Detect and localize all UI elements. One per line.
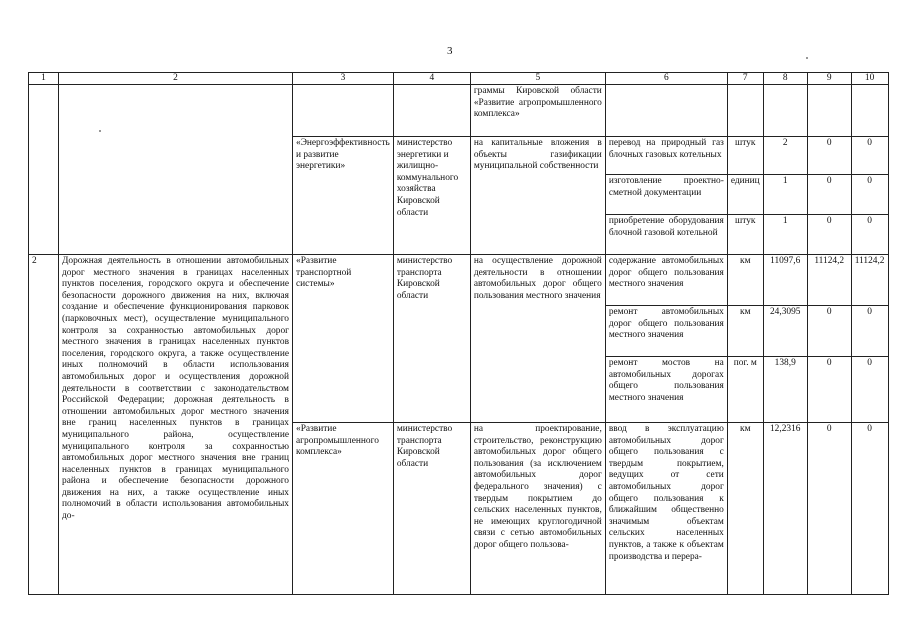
cell-indicator: содержание автомобильных дорог общего пользования местного значения <box>605 255 727 306</box>
cell-indicator: перевод на природный газ блочных газовых котельных <box>605 137 727 175</box>
cell-value: 0 <box>807 306 851 357</box>
cell-indicator: приобретение оборудования блочной газовой котельной <box>605 215 727 255</box>
col-header: 4 <box>393 73 470 85</box>
cell-value: 0 <box>851 306 888 357</box>
cell-indicator: изготовление проектно-сметной документации <box>605 175 727 215</box>
cell-ministry: министерство энергетики и жилищно-коммунального хозяйства Кировской области <box>393 137 470 255</box>
cell-value: 0 <box>807 175 851 215</box>
cell-empty <box>851 85 888 137</box>
cell-direction: на проектирование, строительство, реконструкцию автомобильных дорог общего пользования (за исключением автомобильных дорог федерального значения) с твердым покрытием до сельских населенных пунктов, не имеющих круглогодичной связи с сетью автомобильных дорог общего пользова- <box>470 423 605 595</box>
cell-number: 2 <box>29 255 59 595</box>
cell-direction: на капитальные вложения в объекты газификации муниципальной собственности <box>470 137 605 255</box>
cell-empty <box>393 85 470 137</box>
cell-value: 0 <box>851 215 888 255</box>
cell-direction: на осуществление дорожной деятельности в отношении автомобильных дорог общего пользования местного значения <box>470 255 605 423</box>
cell-unit: штук <box>727 215 763 255</box>
cell-empty <box>807 85 851 137</box>
header-row <box>29 73 889 85</box>
cell-ministry: министерство транспорта Кировской области <box>393 423 470 595</box>
cell-value: 11097,6 <box>763 255 807 306</box>
page-number: 3 <box>447 45 453 57</box>
cell-ministry: министерство транспорта Кировской области <box>393 255 470 423</box>
cell-direction: граммы Кировской области «Развитие агропромышленного комплекса» <box>470 85 605 137</box>
cell-empty <box>29 85 59 255</box>
cell-program: «Развитие агропромышленного комплекса» <box>293 423 394 595</box>
cell-unit: пог. м <box>727 357 763 423</box>
cell-indicator: ремонт автомобильных дорог общего пользования местного значения <box>605 306 727 357</box>
cell-value: 11124,2 <box>807 255 851 306</box>
col-header: 8 <box>763 73 807 85</box>
cell-empty <box>727 85 763 137</box>
cell-indicator: ремонт мостов на автомобильных дорогах общего пользования местного значения <box>605 357 727 423</box>
cell-value: 138,9 <box>763 357 807 423</box>
table-row <box>29 85 889 137</box>
cell-empty <box>763 85 807 137</box>
col-header: 1 <box>29 73 59 85</box>
cell-value: 1 <box>763 215 807 255</box>
cell-value: 0 <box>851 423 888 595</box>
cell-value: 0 <box>807 215 851 255</box>
cell-value: 0 <box>807 137 851 175</box>
cell-empty <box>59 85 293 255</box>
scan-speck <box>99 130 101 132</box>
scan-speck <box>806 57 808 59</box>
cell-unit: км <box>727 306 763 357</box>
col-header: 9 <box>807 73 851 85</box>
cell-unit: единиц <box>727 175 763 215</box>
cell-program: «Развитие транспортной системы» <box>293 255 394 423</box>
cell-program: «Энергоэффективность и развитие энергетики» <box>293 137 394 255</box>
cell-value: 0 <box>851 357 888 423</box>
col-header: 10 <box>851 73 888 85</box>
col-header: 2 <box>59 73 293 85</box>
cell-value: 0 <box>851 175 888 215</box>
cell-empty <box>605 85 727 137</box>
cell-value: 1 <box>763 175 807 215</box>
cell-value: 0 <box>851 137 888 175</box>
cell-value: 24,3095 <box>763 306 807 357</box>
col-header: 5 <box>470 73 605 85</box>
cell-indicator: ввод в эксплуатацию автомобильных дорог общего пользования с твердым покрытием, ведущих от сети автомобильных дорог общего пользования к ближайшим общественно значимым объектам сельских населенных пунктов, а также к объектам производства и перера- <box>605 423 727 595</box>
cell-value: 2 <box>763 137 807 175</box>
col-header: 6 <box>605 73 727 85</box>
cell-value: 0 <box>807 357 851 423</box>
cell-value: 11124,2 <box>851 255 888 306</box>
cell-empty <box>293 85 394 137</box>
cell-unit: км <box>727 423 763 595</box>
cell-unit: км <box>727 255 763 306</box>
data-table <box>28 72 889 595</box>
cell-value: 12,2316 <box>763 423 807 595</box>
cell-unit: штук <box>727 137 763 175</box>
col-header: 3 <box>293 73 394 85</box>
col-header: 7 <box>727 73 763 85</box>
cell-value: 0 <box>807 423 851 595</box>
cell-authority: Дорожная деятельность в отношении автомобильных дорог местного значения в границах населенных пунктов поселения, городского округа и обеспечение безопасности дорожного движения на них, включая создание и обеспечение функционирования парковок (парковочных мест), осуществление муниципального контроля за сохранностью автомобильных дорог местного значения в границах населенных пунктов поселения, городского округа, а также осуществление иных полномочий в области использования автомобильных дорог и осуществления дорожной деятельности в соответствии с законодательством Российской Федерации; дорожная деятельность в отношении автомобильных дорог местного значения вне границ населенных пунктов в границах муниципального района, осуществление муниципального контроля за сохранностью автомобильных дорог местного значения вне границ населенных пунктов в границах муниципального района и обеспечение безопасности дорожного движения на них, а также осуществление иных полномочий в области использования автомобильных до- <box>59 255 293 595</box>
table-row <box>29 255 889 306</box>
